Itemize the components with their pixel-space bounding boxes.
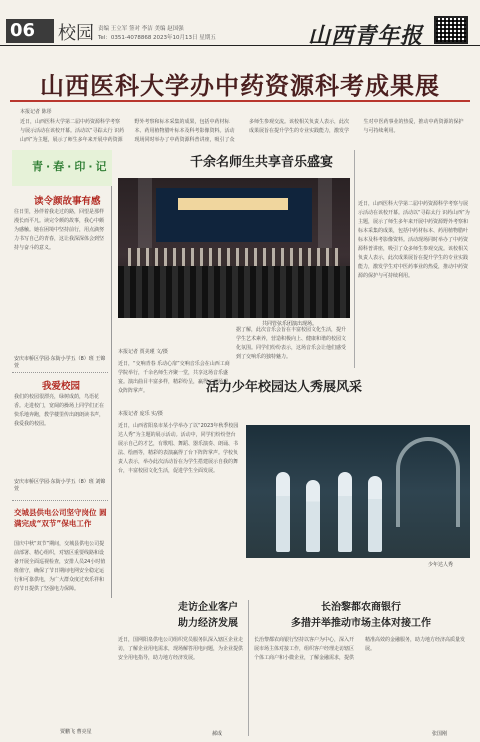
merchant-title-line-1: 长治黎都农商银行 [321, 602, 401, 613]
merchant-signature: 张国刚 [432, 731, 448, 737]
sidebar-article-3-signature: 贾鹏飞 曹亮星 [60, 729, 92, 735]
column-divider [248, 600, 249, 736]
audience [118, 266, 350, 318]
sidebar-article-2-title: 我爱校园 [42, 381, 81, 392]
section-name: 校园 [58, 23, 94, 44]
talent-body: 近日，山西省阳泉市某小学举办了以“2023年秋季校园达人秀”为主题的展示活动。活动中，同学们纷纷登台展示自己的才艺，有歌唱、舞蹈、器乐演奏、朗诵、书法、绘画等，精彩的表演赢得了台下阵阵掌声。学校负责人表示，举办此次活动旨在为学生搭建展示自我的舞台，丰富校园文化生活，促进学生全面发展。 [118, 423, 239, 474]
enterprise-signature: 郝成 [212, 731, 223, 737]
column-name: 青·春·印·记 [32, 160, 110, 173]
divider [12, 372, 108, 373]
page-number: 06 [6, 19, 54, 43]
divider [12, 500, 108, 501]
lead-byline: 本报记者 陈彤 [20, 109, 52, 115]
editor-info: 责编 王立军 签对 李洁 美编 赵国强 [98, 26, 184, 32]
sidebar-article-1-title: 读令颜故事有感 [34, 196, 101, 207]
merchant-body: 长治黎都农商银行坚持以客户为中心，深入开展市场主体对接工作，组织客户经理走访辖区个体工商户和小微企业，了解金融需求，提供精准高效的金融服务，助力地方经济高质量发展。 [254, 637, 466, 661]
stage-banner [156, 188, 312, 242]
sidebar-article-3-body: 国庆中秋“双节”期间，交城县供电公司提前部署、精心组织，对辖区重要线路和设备开展全面巡视检查，安排人员24小时值班值守，确保了节日期间电网安全稳定运行和可靠供电，为广大群众度过欢乐祥和的节日提供了坚强电力保障。 [14, 541, 106, 592]
sidebar-article-1-signature: 安庆市桥区学园·东街小学五（8）班 王锦萱 [14, 356, 106, 369]
enterprise-title-line-2: 助力经济发展 [178, 618, 238, 629]
performer [276, 472, 290, 552]
merchant-title-line-2: 多措并举推动市场主体对接工作 [291, 618, 431, 629]
sidebar-article-2-signature: 安庆市桥区学园·东街小学五（8）班 刘锦萱 [14, 479, 106, 492]
qr-code-icon [434, 16, 468, 44]
masthead-logo: 山西青年报 [308, 23, 424, 49]
banner-text-block [178, 198, 288, 210]
music-byline: 本报记者 贾美瑾 文/摄 [118, 349, 168, 355]
enterprise-title-line-1: 走访企业客户 [178, 602, 238, 613]
talent-show-photo [246, 425, 470, 558]
concert-photo [118, 178, 350, 318]
headline-rule [10, 100, 470, 102]
performer [338, 472, 352, 552]
column-divider [354, 150, 355, 368]
lead-body: 近日，山西医科大学第二届中药资源科学考察与展示活动在该校开幕。活动以“寻踪太行 识药山西”为主题，展示了师生多年来开展中药资源野外考察和标本采集的成果，包括中药材标本、药用植物腊叶标本及科考影像资料。活动现场同时举办了中药资源科普讲座，吸引了众多师生参观交流。该校相关负责人表示，此次成果展旨在提升学生的专业实践能力，激发学生对中医药事业的热爱，推动中药资源的保护与可持续利用。 [20, 119, 464, 143]
sidebar-article-3-title: 交城县供电公司坚守岗位 圆满完成“双节”保电工作 [14, 508, 107, 528]
talent-story-title: 活力少年校园达人秀展风采 [206, 380, 363, 395]
performer [368, 476, 382, 552]
page-header [0, 0, 480, 49]
column-banner [12, 150, 112, 186]
concert-photo-caption: 共同管弦乐团演出现场。 [262, 321, 318, 327]
sidebar-article-1-body: 往日里，孙伴着我走过的路，回望是那样漫长而平凡。读完令颜的故事，我心中颇为感触。她在困境中坚持前行，用点滴努力书写自己的青春，这让我深深体会到坚持与奋斗的意义。 [14, 209, 105, 251]
performer [306, 480, 320, 552]
talent-byline: 本报记者 庞乐 实/摄 [118, 411, 163, 417]
main-headline: 山西医科大学办中药资源科考成果展 [40, 72, 440, 100]
date-info: Tel：0351-4078868 2023年10月13日 星期五 [98, 35, 216, 41]
lead-body-continued: 近日，山西医科大学第二届中药资源科学考察与展示活动在该校开幕。活动以“寻踪太行 识药山西”为主题，展示了师生多年来开展中药资源野外考察和标本采集的成果，包括中药材标本、药用植物腊叶标本及科考影像资料。活动现场同时举办了中药资源科普讲座，吸引了众多师生参观交流。该校相关负责人表示，此次成果展旨在提升学生的专业实践能力，激发学生对中医药事业的热爱，推动中药资源的保护与可持续利用。 [358, 201, 470, 279]
music-body-right: 据了解，此次音乐会旨在丰富校园文化生活，提升学生艺术素养，营造积极向上、健康和谐的校园文化氛围。同学们纷纷表示，这场音乐会让他们感受到了交响乐的独特魅力。 [236, 327, 347, 360]
music-story-title: 千余名师生共享音乐盛宴 [190, 155, 334, 170]
music-body-left: 近日，“交响青春 乐动心扉”交响音乐会在山西工商学院举行，千余名师生齐聚一堂，共享这场音乐盛宴。演出曲目丰富多样，精彩纷呈，赢得了现场观众阵阵掌声。 [118, 361, 230, 394]
talent-photo-caption: 少年达人秀 [428, 562, 454, 568]
sidebar-article-2-body: 我们的校园很漂亮，绿树成荫，鸟语花香。走进校门，宽阔的操场上同学们正在快乐地奔跑，教学楼里传出朗朗读书声，我爱我的校园。 [14, 394, 105, 427]
stage-arch [396, 437, 460, 527]
enterprise-body: 近日，国网阳泉供电公司组织党员服务队深入辖区企业走访，了解企业用电需求，现场解答用电问题，为企业提供安全用电指导，助力地方经济发展。 [118, 637, 244, 661]
